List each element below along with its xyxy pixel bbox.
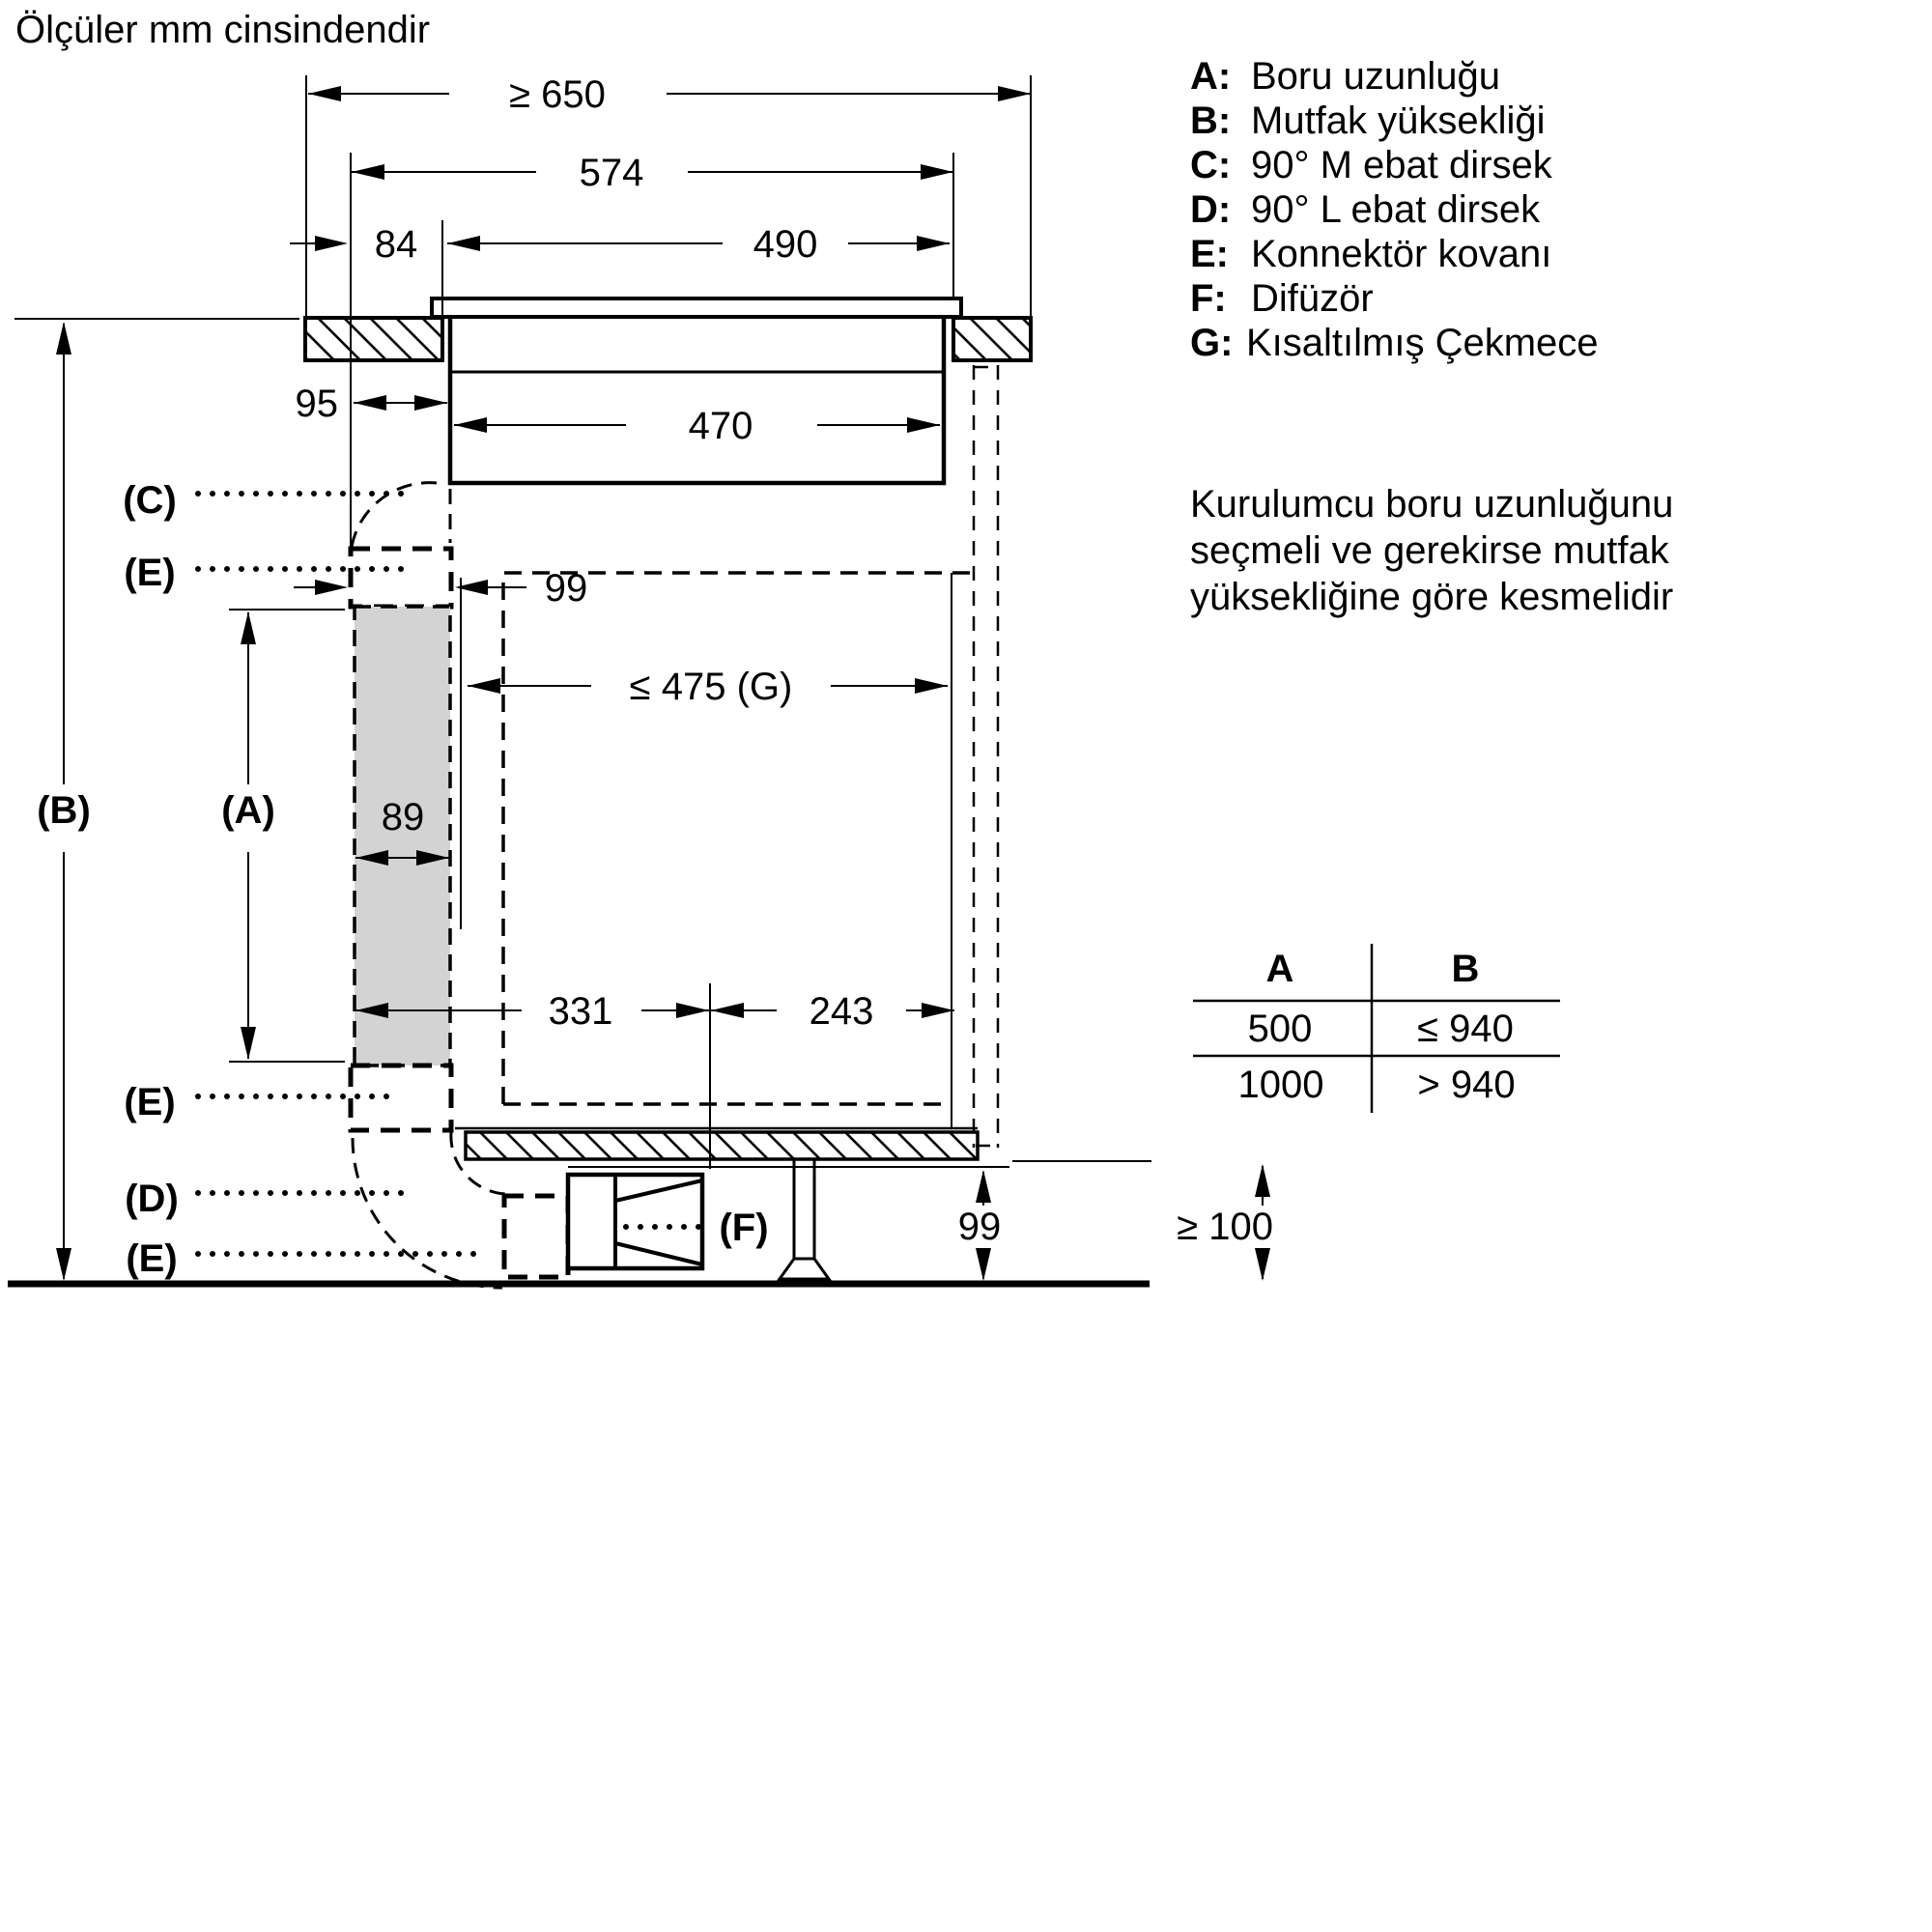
dimension-574 <box>352 152 953 194</box>
dim-84-label: 84 <box>374 223 418 266</box>
label-c: (C) <box>123 479 177 522</box>
note-line-3: yüksekliğine göre kesmelidir <box>1190 576 1674 618</box>
legend-label-a: Boru uzunluğu <box>1251 55 1500 98</box>
legend-label-d: 90° L ebat dirsek <box>1251 188 1541 231</box>
table-header-a: A <box>1265 948 1294 990</box>
callout-d <box>125 1178 413 1220</box>
hob-body <box>450 313 944 483</box>
note-line-2: seçmeli ve gerekirse mutfak <box>1190 529 1669 572</box>
dim-650-label: ≥ 650 <box>509 73 606 116</box>
callout-e-top <box>124 552 404 594</box>
dim-95-label: 95 <box>295 383 338 425</box>
legend-label-e: Konnektör kovanı <box>1251 233 1552 275</box>
connector-sleeve-top <box>351 549 451 607</box>
label-f: (F) <box>719 1207 769 1249</box>
dim-574-label: 574 <box>579 152 644 194</box>
shelf-leg <box>780 1159 829 1279</box>
legend-key-d: D: <box>1190 188 1232 231</box>
dim-99-base-label: 99 <box>957 1206 1002 1248</box>
dim-99-duct-label: 99 <box>544 567 588 610</box>
dim-100-label: ≥ 100 <box>1177 1206 1273 1248</box>
dim-475-label: ≤ 475 (G) <box>629 666 793 708</box>
legend-key-b: B: <box>1190 99 1232 142</box>
table-cell-a1: 500 <box>1247 1008 1313 1050</box>
legend-key-g: G: <box>1190 322 1234 364</box>
page-title: Ölçüler mm cinsindendir <box>15 9 431 51</box>
dim-243-label: 243 <box>809 990 874 1033</box>
legend-key-a: A: <box>1190 55 1232 98</box>
legend-label-f: Difüzör <box>1251 277 1374 320</box>
dimension-490 <box>447 223 950 266</box>
table-cell-a2: 1000 <box>1237 1064 1324 1106</box>
dimension-243 <box>711 990 954 1033</box>
label-e-bottom: (E) <box>126 1237 178 1280</box>
dim-470-label: 470 <box>688 405 753 447</box>
dim-331-label: 331 <box>548 990 613 1033</box>
legend-key-f: F: <box>1190 277 1227 320</box>
connector-sleeve-middle <box>351 1065 451 1130</box>
callout-c <box>123 479 413 522</box>
legend-key-e: E: <box>1190 233 1229 275</box>
label-d: (D) <box>125 1178 179 1220</box>
dim-490-label: 490 <box>753 223 818 266</box>
callout-e-bottom <box>126 1237 488 1280</box>
table-cell-b2: > 940 <box>1417 1064 1516 1106</box>
legend-label-c: 90° M ebat dirsek <box>1251 144 1552 186</box>
base-shelf <box>455 1128 978 1159</box>
dimension-b <box>37 322 91 1281</box>
legend <box>1190 55 1599 364</box>
dimension-a <box>221 610 345 1062</box>
label-e-top: (E) <box>124 552 176 594</box>
dim-89-label: 89 <box>381 796 425 838</box>
installer-note <box>1190 483 1673 618</box>
table-cell-b1: ≤ 940 <box>1417 1008 1514 1050</box>
dimension-100 <box>1177 1164 1273 1281</box>
legend-label-g: Kısaltılmış Çekmece <box>1246 322 1599 364</box>
dimension-475 <box>468 666 948 708</box>
label-a: (A) <box>221 789 275 832</box>
label-e-middle: (E) <box>124 1081 176 1123</box>
note-line-1: Kurulumcu boru uzunluğunu <box>1190 483 1674 526</box>
hob-glass-plate <box>432 298 961 317</box>
legend-key-c: C: <box>1190 144 1232 186</box>
dimension-84 <box>290 223 417 266</box>
ab-table <box>1193 944 1560 1113</box>
dimension-99-base <box>958 1170 1002 1281</box>
dimension-95 <box>296 383 448 425</box>
table-header-b: B <box>1451 948 1480 990</box>
connector-sleeve-bottom <box>504 1196 568 1277</box>
callout-e-middle <box>124 1081 394 1123</box>
dimension-650 <box>308 73 1031 116</box>
legend-label-b: Mutfak yüksekliği <box>1251 99 1546 142</box>
cabinet-panel <box>974 365 998 1148</box>
label-b: (B) <box>37 789 91 832</box>
diffuser <box>568 1175 702 1268</box>
